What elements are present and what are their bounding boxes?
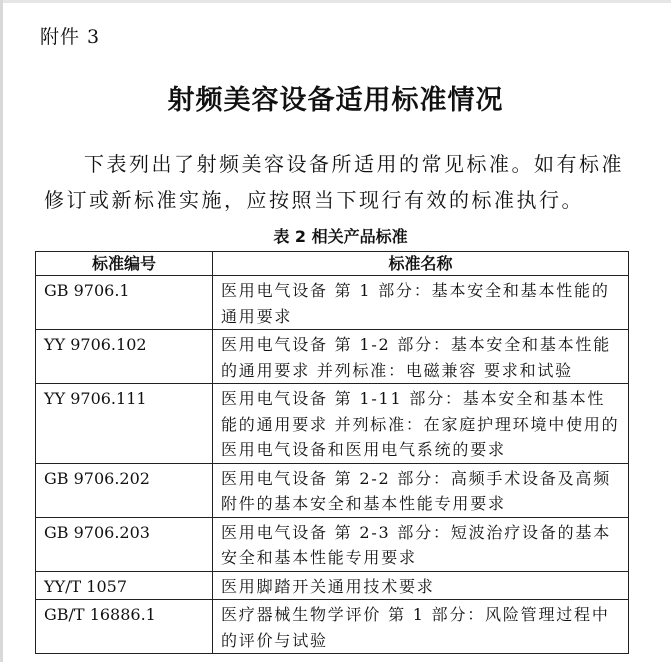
- standard-name-cell: 医疗器械生物学评价 第 1 部分：风险管理过程中的评价与试验: [213, 600, 629, 654]
- standard-name-cell: 医用电气设备 第 1-11 部分：基本安全和基本性能的通用要求 并列标准：在家庭护理环境中使用的医用电气设备和医用电气系统的要求: [213, 384, 629, 464]
- intro-paragraph: 下表列出了射频美容设备所适用的常见标准。如有标准修订或新标准实施，应按照当下现行有效的标准执行。: [44, 152, 624, 212]
- table-row: [36, 571, 629, 600]
- table-row: [36, 384, 629, 464]
- standard-name-cell: 医用电气设备 第 2-3 部分：短波治疗设备的基本安全和基本性能专用要求: [213, 517, 629, 571]
- table-header-row: [36, 252, 629, 276]
- table-row: [36, 600, 629, 654]
- standard-code-cell: GB 9706.202: [36, 463, 213, 517]
- page-top-edge: [0, 0, 671, 3]
- standard-code-cell: YY/T 1057: [36, 571, 213, 600]
- standard-name-cell: 医用电气设备 第 2-2 部分：高频手术设备及高频附件的基本安全和基本性能专用要求: [213, 463, 629, 517]
- header-standard-code: 标准编号: [36, 252, 213, 276]
- table-row: [36, 276, 629, 330]
- table-row: [36, 330, 629, 384]
- table-caption: 表 2 相关产品标准: [273, 227, 408, 246]
- document-title: 射频美容设备适用标准情况: [167, 85, 504, 116]
- standards-table: [35, 251, 629, 654]
- table-row: [36, 517, 629, 571]
- attachment-label: 附件 3: [40, 26, 101, 48]
- table-row: [36, 463, 629, 517]
- header-standard-name: 标准名称: [213, 252, 629, 276]
- standard-code-cell: YY 9706.102: [36, 330, 213, 384]
- standard-code-cell: YY 9706.111: [36, 384, 213, 464]
- standard-code-cell: GB 9706.1: [36, 276, 213, 330]
- standard-code-cell: GB 9706.203: [36, 517, 213, 571]
- standard-name-cell: 医用电气设备 第 1-2 部分：基本安全和基本性能的通用要求 并列标准：电磁兼容 要求和试验: [213, 330, 629, 384]
- standard-name-cell: 医用电气设备 第 1 部分：基本安全和基本性能的通用要求: [213, 276, 629, 330]
- standard-code-cell: GB/T 16886.1: [36, 600, 213, 654]
- standard-name-cell: 医用脚踏开关通用技术要求: [213, 571, 629, 600]
